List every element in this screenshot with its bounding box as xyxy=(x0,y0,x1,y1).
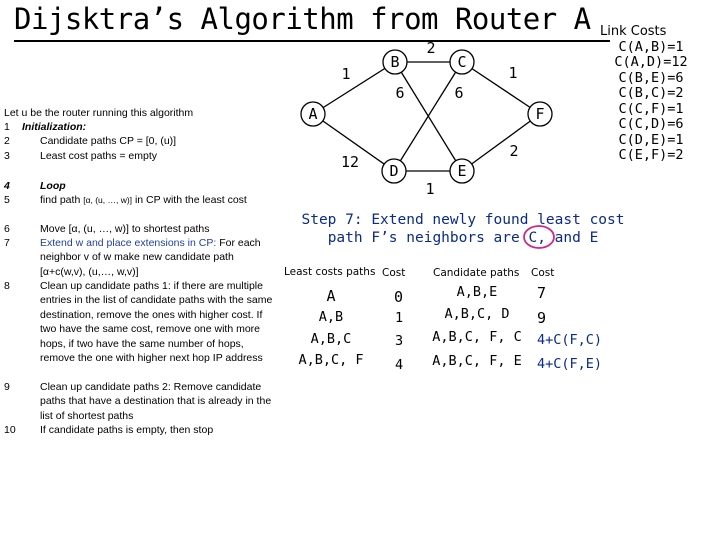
node-label: B xyxy=(390,53,400,71)
algo-line-number: 3 xyxy=(4,150,10,162)
edge-weight-label: 6 xyxy=(454,84,464,102)
algo-text: find path xyxy=(40,194,84,206)
edge-weight-label: 1 xyxy=(425,180,435,198)
candidate-cost-header: Cost xyxy=(531,267,555,279)
link-cost-item: C(B,C)=2 xyxy=(618,85,684,101)
algo-text: For each neighbor v of w make new candidate path [α+c(w,v), (u,…, w,v)] xyxy=(40,237,261,278)
edge-c-f xyxy=(462,62,540,114)
algo-line-number: 8 xyxy=(4,280,10,292)
candidate-path: A,B,E xyxy=(456,284,498,300)
algo-line-number: 2 xyxy=(4,135,10,147)
candidate-path: A,B,C, F, E xyxy=(432,353,522,369)
algo-line-number: 10 xyxy=(4,424,16,436)
algo-line: Move [α, (u, …, w)] to shortest paths xyxy=(40,223,210,235)
algo-line-number: 4 xyxy=(4,180,10,192)
link-cost-item: C(D,E)=1 xyxy=(618,131,684,148)
edge-weight-label: 6 xyxy=(395,84,405,102)
candidate-path: A,B,C, F, C xyxy=(432,329,522,345)
algo-line: Clean up candidate paths 2: Remove candidate paths that have a destination that is already in the list of shortest paths xyxy=(40,381,272,422)
least-cost-path: A,B xyxy=(318,309,344,325)
algo-text: in CP with the least cost xyxy=(132,194,247,206)
least-cost-value: 0 xyxy=(394,288,404,306)
edge-weight-label: 1 xyxy=(341,65,351,83)
node-label: C xyxy=(457,53,467,71)
algo-line-number: 9 xyxy=(4,381,10,393)
algo-highlight-text: Extend w and place extensions in CP: xyxy=(40,237,217,249)
link-cost-item: C(C,D)=6 xyxy=(618,116,684,132)
algo-line-number: 1 xyxy=(4,121,10,133)
algo-line-number: 5 xyxy=(4,194,10,206)
least-cost-value: 1 xyxy=(395,310,404,326)
node-label: E xyxy=(457,162,467,180)
page-title: Dijsktra’s Algorithm from Router A xyxy=(14,2,591,36)
least-cost-value: 3 xyxy=(395,333,404,349)
link-costs-heading: Link Costs xyxy=(600,24,667,39)
edge-weight-label: 12 xyxy=(340,153,360,171)
step-description: Step 7: Extend newly found least cost path F’s neighbors are C, and E xyxy=(301,212,625,246)
candidate-cost: 4+C(F,E) xyxy=(537,356,603,372)
algo-line: Least cost paths = empty xyxy=(40,150,158,162)
least-cost-path: A,B,C, F xyxy=(298,352,364,368)
link-cost-item: C(E,F)=2 xyxy=(618,147,684,163)
link-cost-item: C(B,E)=6 xyxy=(618,69,684,86)
edge-weight-label: 1 xyxy=(508,64,518,82)
link-cost-item: C(C,F)=1 xyxy=(618,100,684,117)
algo-line-number: 6 xyxy=(4,223,10,235)
algo-line-number: 7 xyxy=(4,237,10,249)
edge-a-b xyxy=(313,62,395,114)
candidate-path: A,B,C, D xyxy=(444,306,510,322)
least-cost-path: A xyxy=(326,287,336,305)
link-cost-item: C(A,D)=12 xyxy=(614,54,688,70)
algo-line: If candidate paths is empty, then stop xyxy=(40,424,214,436)
least-cost-path: A,B,C xyxy=(310,331,352,347)
least-cost-value: 4 xyxy=(395,357,404,373)
candidate-cost: 9 xyxy=(537,309,547,327)
candidate-cost: 7 xyxy=(537,284,547,302)
algo-line: Candidate paths CP = [0, (u)] xyxy=(40,135,177,147)
node-label: A xyxy=(308,105,318,123)
algo-path-text: [α, (u, …, w)] xyxy=(83,195,133,205)
node-label: D xyxy=(389,162,399,180)
node-label: F xyxy=(535,105,545,123)
edge-weight-label: 2 xyxy=(509,142,519,160)
least-cost-cost-header: Cost xyxy=(382,267,406,279)
candidate-paths-header: Candidate paths xyxy=(433,267,520,279)
least-cost-paths-header: Least costs paths xyxy=(284,266,376,278)
candidate-cost: 4+C(F,C) xyxy=(537,332,603,348)
edge-weight-label: 2 xyxy=(426,39,436,57)
edge-e-f xyxy=(462,114,540,171)
algo-line: Clean up candidate paths 1: if there are multiple entries in the list of candidate paths with the same destination, remove the ones with higher cost. If two have the same cost, remove one with more hops, if two have the same number of hops, remove the one with higher next hop IP address xyxy=(40,280,273,365)
algo-line: Loop xyxy=(40,180,66,192)
link-cost-item: C(A,B)=1 xyxy=(618,38,684,55)
algo-line: Initialization: xyxy=(22,121,87,133)
algo-intro: Let u be the router running this algorithm xyxy=(4,107,194,119)
